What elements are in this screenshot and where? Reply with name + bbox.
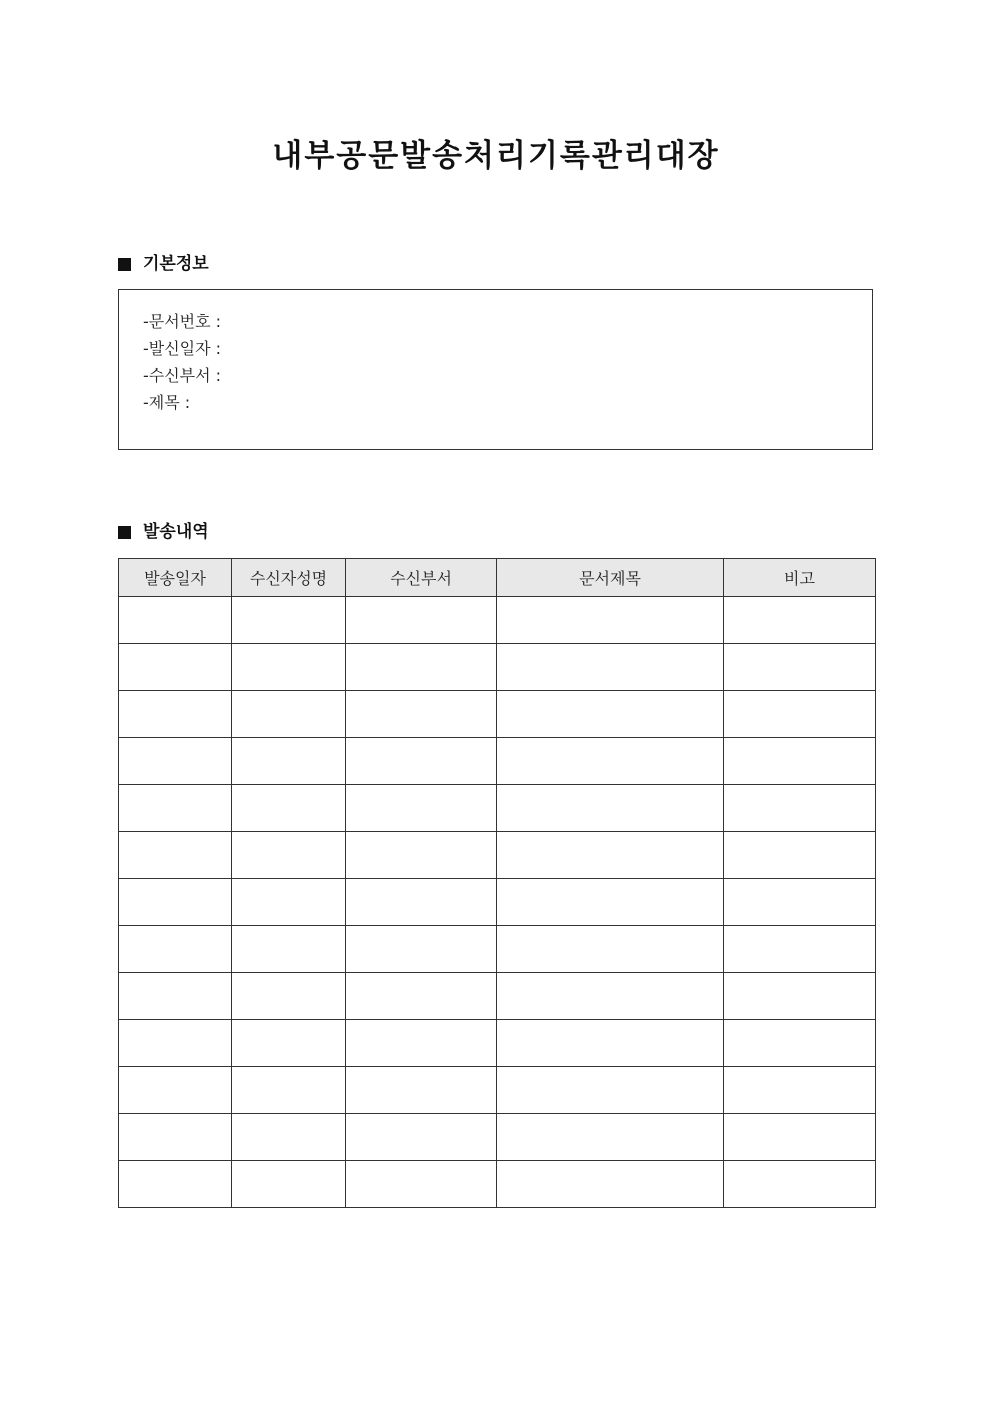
table-row — [119, 926, 876, 973]
table-cell[interactable] — [346, 1020, 497, 1067]
table-cell[interactable] — [232, 644, 346, 691]
table-cell[interactable] — [119, 691, 232, 738]
history-table — [118, 558, 876, 1208]
field-subject — [143, 389, 848, 416]
table-row — [119, 1161, 876, 1208]
table-cell[interactable] — [232, 973, 346, 1020]
table-cell[interactable] — [119, 879, 232, 926]
table-row — [119, 1067, 876, 1114]
table-cell[interactable] — [119, 1067, 232, 1114]
table-row — [119, 644, 876, 691]
table-cell[interactable] — [232, 597, 346, 644]
table-cell[interactable] — [724, 1067, 876, 1114]
field-send-date-label: -발신일자 : — [143, 339, 222, 358]
history-table-body — [119, 597, 876, 1208]
table-row — [119, 738, 876, 785]
table-cell[interactable] — [497, 926, 724, 973]
table-cell[interactable] — [497, 785, 724, 832]
table-cell[interactable] — [346, 1114, 497, 1161]
basic-info-heading — [118, 252, 209, 276]
field-document-number-label: -문서번호 : — [143, 312, 222, 331]
table-cell[interactable] — [497, 973, 724, 1020]
table-cell[interactable] — [119, 785, 232, 832]
history-heading — [118, 520, 209, 544]
square-bullet-icon — [118, 258, 131, 271]
table-cell[interactable] — [497, 1020, 724, 1067]
table-cell[interactable] — [346, 691, 497, 738]
basic-info-box — [118, 289, 873, 450]
table-cell[interactable] — [346, 738, 497, 785]
table-cell[interactable] — [119, 1161, 232, 1208]
table-cell[interactable] — [232, 1020, 346, 1067]
table-cell[interactable] — [724, 832, 876, 879]
table-row — [119, 832, 876, 879]
table-cell[interactable] — [119, 973, 232, 1020]
table-row — [119, 1020, 876, 1067]
table-cell[interactable] — [724, 879, 876, 926]
table-cell[interactable] — [724, 1020, 876, 1067]
table-cell[interactable] — [724, 785, 876, 832]
table-header-row — [119, 559, 876, 597]
table-cell[interactable] — [346, 1161, 497, 1208]
table-row — [119, 597, 876, 644]
table-cell[interactable] — [346, 926, 497, 973]
column-header-document-title: 문서제목 — [497, 559, 724, 597]
table-cell[interactable] — [724, 738, 876, 785]
column-header-recipient-name: 수신자성명 — [232, 559, 346, 597]
table-cell[interactable] — [497, 1161, 724, 1208]
table-cell[interactable] — [119, 832, 232, 879]
document-title: 내부공문발송처리기록관리대장 — [272, 138, 720, 174]
field-receiving-department — [143, 362, 848, 389]
field-receiving-department-label: -수신부서 : — [143, 366, 222, 385]
table-cell[interactable] — [497, 691, 724, 738]
table-cell[interactable] — [724, 926, 876, 973]
table-cell[interactable] — [346, 644, 497, 691]
basic-info-heading-label: 기본정보 — [143, 254, 209, 274]
column-header-receiving-department: 수신부서 — [346, 559, 497, 597]
table-cell[interactable] — [724, 1161, 876, 1208]
table-cell[interactable] — [346, 597, 497, 644]
table-row — [119, 691, 876, 738]
table-row — [119, 785, 876, 832]
table-row — [119, 973, 876, 1020]
table-cell[interactable] — [119, 738, 232, 785]
table-cell[interactable] — [497, 644, 724, 691]
table-cell[interactable] — [119, 597, 232, 644]
table-row — [119, 1114, 876, 1161]
table-cell[interactable] — [232, 1114, 346, 1161]
table-cell[interactable] — [232, 879, 346, 926]
column-header-remarks: 비고 — [724, 559, 876, 597]
table-cell[interactable] — [497, 738, 724, 785]
table-cell[interactable] — [724, 644, 876, 691]
table-cell[interactable] — [724, 691, 876, 738]
column-header-send-date: 발송일자 — [119, 559, 232, 597]
table-cell[interactable] — [724, 597, 876, 644]
table-cell[interactable] — [724, 1114, 876, 1161]
table-cell[interactable] — [497, 832, 724, 879]
table-cell[interactable] — [497, 597, 724, 644]
table-cell[interactable] — [346, 1067, 497, 1114]
table-cell[interactable] — [346, 879, 497, 926]
table-cell[interactable] — [232, 1161, 346, 1208]
field-document-number — [143, 308, 848, 335]
table-cell[interactable] — [497, 1067, 724, 1114]
table-cell[interactable] — [232, 785, 346, 832]
table-cell[interactable] — [346, 973, 497, 1020]
table-cell[interactable] — [724, 973, 876, 1020]
table-cell[interactable] — [232, 832, 346, 879]
table-cell[interactable] — [119, 1114, 232, 1161]
table-cell[interactable] — [346, 832, 497, 879]
history-heading-label: 발송내역 — [143, 522, 209, 542]
field-subject-label: -제목 : — [143, 393, 191, 412]
table-cell[interactable] — [232, 691, 346, 738]
table-cell[interactable] — [346, 785, 497, 832]
table-cell[interactable] — [232, 738, 346, 785]
table-cell[interactable] — [119, 1020, 232, 1067]
table-row — [119, 879, 876, 926]
square-bullet-icon — [118, 526, 131, 539]
table-cell[interactable] — [497, 879, 724, 926]
field-send-date — [143, 335, 848, 362]
table-cell[interactable] — [232, 926, 346, 973]
table-cell[interactable] — [119, 926, 232, 973]
table-cell[interactable] — [232, 1067, 346, 1114]
table-cell[interactable] — [497, 1114, 724, 1161]
table-cell[interactable] — [119, 644, 232, 691]
